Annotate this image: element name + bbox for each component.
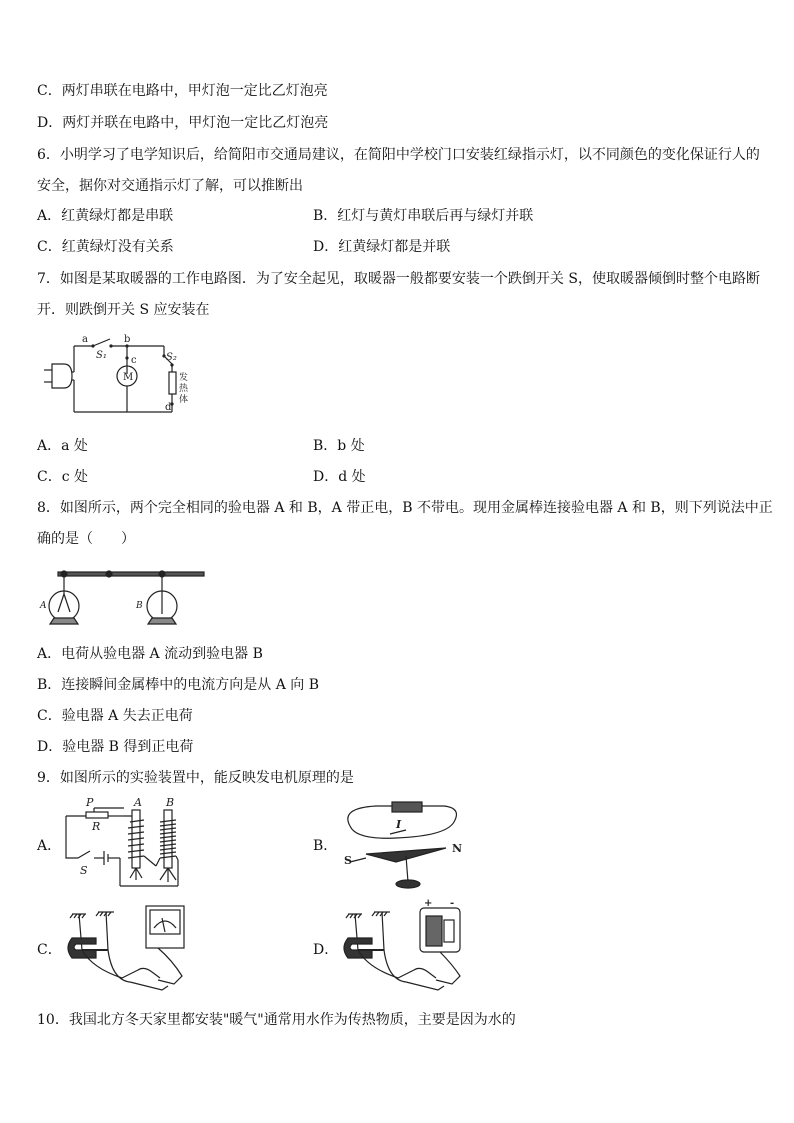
- q6-stem-line1: 6．小明学习了电学知识后，给简阳市交通局建议，在简阳中学校门口安装红绿指示灯，以不同颜色的变化保证行人的: [37, 147, 760, 163]
- q6-stem-line2: 安全，据你对交通指示灯了解，可以推断出: [37, 178, 303, 194]
- q7-stem-line1: 7．如图是某取暖器的工作电路图．为了安全起见，取暖器一般都要安装一个跌倒开关 S，使取暖器倾倒时整个电路断: [37, 271, 760, 287]
- q6-option-b: B．红灯与黄灯串联后再与绿灯并联: [313, 208, 534, 224]
- q9d-label-minus: -: [450, 898, 455, 909]
- q8-option-a: A．电荷从验电器 A 流动到验电器 B: [37, 646, 263, 662]
- q9d-label-plus: +: [424, 898, 433, 909]
- q8-label-b: B: [136, 601, 143, 611]
- q9-option-a: A．: [37, 838, 62, 854]
- q9a-label-a: A: [134, 796, 142, 809]
- q8-label-a: A: [40, 601, 47, 611]
- q9-option-b: B．: [313, 838, 338, 854]
- q8-stem-line1: 8．如图所示，两个完全相同的验电器 A 和 B，A 带正电，B 不带电。现用金属棒连接验电器 A 和 B，则下列说法中正: [37, 500, 773, 516]
- q7-heater-label-1: 发: [179, 373, 189, 383]
- q7-option-b: B．b 处: [313, 438, 365, 454]
- q7-heater-circuit-figure: [38, 332, 198, 422]
- q7-heater-label-2: 热: [179, 384, 189, 394]
- q6-option-a: A．红黄绿灯都是串联: [37, 208, 174, 224]
- q8-option-d: D．验电器 B 得到正电荷: [37, 739, 194, 755]
- q7-label-s1: S₁: [96, 350, 107, 361]
- q8-option-b: B．连接瞬间金属棒中的电流方向是从 A 向 B: [37, 677, 320, 693]
- q9b-label-i: I: [396, 818, 402, 831]
- q5-option-c: C．两灯串联在电路中，甲灯泡一定比乙灯泡亮: [37, 83, 328, 99]
- q9a-label-p: P: [86, 796, 94, 809]
- q7-option-c: C．c 处: [37, 469, 89, 485]
- q6-option-c: C．红黄绿灯没有关系: [37, 239, 174, 255]
- q7-label-b: b: [124, 334, 131, 345]
- q9-figure-d-motor: [340, 898, 480, 998]
- q9b-label-n: N: [452, 842, 463, 855]
- q9-option-d: D．: [313, 942, 339, 958]
- q10-stem: 10．我国北方冬天家里都安装"暖气"通常用水作为传热物质，主要是因为水的: [37, 1012, 516, 1028]
- q6-option-d: D．红黄绿灯都是并联: [313, 239, 451, 255]
- q7-motor-label: M: [123, 372, 134, 383]
- q7-heater-label-3: 体: [179, 395, 189, 405]
- q7-label-a: a: [82, 334, 88, 345]
- q7-label-s2: S₂: [166, 352, 177, 363]
- q7-option-d: D．d 处: [313, 469, 366, 485]
- q8-electroscope-figure: [38, 566, 218, 636]
- q8-stem-line2: 确的是（ ）: [37, 531, 135, 547]
- q9-stem: 9．如图所示的实验装置中，能反映发电机原理的是: [37, 770, 354, 786]
- q7-label-c: c: [131, 355, 137, 366]
- q7-label-d: d: [165, 402, 172, 413]
- q9a-label-s: S: [80, 864, 88, 877]
- q9-figure-c-generator: [62, 898, 202, 998]
- q8-option-c: C．验电器 A 失去正电荷: [37, 708, 193, 724]
- q5-option-d: D．两灯并联在电路中，甲灯泡一定比乙灯泡亮: [37, 115, 329, 131]
- q9b-label-s: S: [344, 854, 352, 867]
- q9a-label-r: R: [92, 820, 101, 833]
- q9-option-c: C．: [37, 942, 62, 958]
- q9-figure-b-oersted: [336, 800, 476, 892]
- q9a-label-b: B: [166, 796, 175, 809]
- q7-option-a: A．a 处: [37, 438, 88, 454]
- q9-figure-a-electromagnet: [60, 796, 190, 892]
- q7-stem-line2: 开．则跌倒开关 S 应安装在: [37, 302, 210, 318]
